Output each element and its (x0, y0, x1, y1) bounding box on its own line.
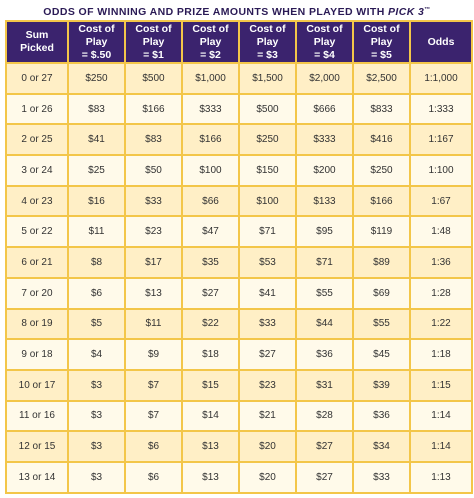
odds-cell: 1:14 (411, 432, 471, 463)
prize-cell: $71 (297, 248, 354, 279)
column-header (7, 22, 69, 64)
column-header-line: Cost of Play (78, 22, 115, 48)
table-row (7, 279, 471, 310)
column-header (297, 22, 354, 64)
prize-cell: $133 (297, 187, 354, 218)
prize-cell: $3 (69, 402, 126, 433)
column-header-line: Cost of Play (363, 22, 400, 48)
column-header (69, 22, 126, 64)
prize-cell: $33 (126, 187, 183, 218)
sum-picked-cell: 3 or 24 (7, 156, 69, 187)
table-row (7, 310, 471, 341)
title-game-name: PICK 3 (388, 6, 425, 18)
column-header-line: = $4 (314, 48, 335, 61)
column-header-line: Cost of Play (192, 22, 229, 48)
prize-cell: $250 (354, 156, 411, 187)
prize-cell: $500 (240, 95, 297, 126)
prize-cell: $33 (240, 310, 297, 341)
prize-cell: $500 (126, 64, 183, 95)
column-header-line: = $2 (200, 48, 221, 61)
odds-cell: 1:15 (411, 371, 471, 402)
column-header-line: Odds (427, 35, 455, 48)
column-header (126, 22, 183, 64)
prize-cell: $6 (126, 432, 183, 463)
prize-cell: $36 (354, 402, 411, 433)
sum-picked-cell: 10 or 17 (7, 371, 69, 402)
table-row (7, 340, 471, 371)
table-row (7, 64, 471, 95)
prize-cell: $66 (183, 187, 240, 218)
prize-cell: $35 (183, 248, 240, 279)
prize-cell: $23 (126, 217, 183, 248)
prize-cell: $250 (240, 125, 297, 156)
prize-cell: $47 (183, 217, 240, 248)
header-row (7, 22, 471, 64)
prize-cell: $100 (240, 187, 297, 218)
column-header (411, 22, 471, 64)
column-header (354, 22, 411, 64)
prize-cell: $11 (126, 310, 183, 341)
odds-cell: 1:18 (411, 340, 471, 371)
prize-cell: $416 (354, 125, 411, 156)
column-header-line: = $1 (143, 48, 164, 61)
prize-cell: $69 (354, 279, 411, 310)
prize-cell: $166 (126, 95, 183, 126)
prize-cell: $150 (240, 156, 297, 187)
sum-picked-cell: 2 or 25 (7, 125, 69, 156)
prize-cell: $1,500 (240, 64, 297, 95)
prize-cell: $3 (69, 463, 126, 492)
prize-cell: $119 (354, 217, 411, 248)
prize-cell: $13 (183, 432, 240, 463)
odds-cell: 1:22 (411, 310, 471, 341)
prize-cell: $5 (69, 310, 126, 341)
sum-picked-cell: 0 or 27 (7, 64, 69, 95)
prize-cell: $13 (183, 463, 240, 492)
table-row (7, 463, 471, 492)
odds-cell: 1:48 (411, 217, 471, 248)
title-prefix: ODDS OF WINNING AND PRIZE AMOUNTS WHEN PLAYED WITH (43, 6, 389, 18)
prize-cell: $2,500 (354, 64, 411, 95)
prize-cell: $25 (69, 156, 126, 187)
prize-cell: $13 (126, 279, 183, 310)
prize-cell: $833 (354, 95, 411, 126)
odds-cell: 1:333 (411, 95, 471, 126)
column-header-line: Sum Picked (20, 29, 54, 54)
prize-cell: $333 (297, 125, 354, 156)
prize-cell: $16 (69, 187, 126, 218)
prize-cell: $31 (297, 371, 354, 402)
prize-cell: $11 (69, 217, 126, 248)
odds-cell: 1:14 (411, 402, 471, 433)
prize-cell: $83 (126, 125, 183, 156)
table-row (7, 187, 471, 218)
sum-picked-cell: 5 or 22 (7, 217, 69, 248)
page-title (0, 0, 474, 20)
prize-cell: $8 (69, 248, 126, 279)
prize-cell: $55 (297, 279, 354, 310)
odds-cell: 1:67 (411, 187, 471, 218)
odds-cell: 1:167 (411, 125, 471, 156)
sum-picked-cell: 4 or 23 (7, 187, 69, 218)
column-header-line: Cost of Play (306, 22, 343, 48)
column-header-line: = $3 (257, 48, 278, 61)
prize-cell: $22 (183, 310, 240, 341)
prize-cell: $27 (183, 279, 240, 310)
column-header-line: = $5 (371, 48, 392, 61)
trademark-mark: ™ (424, 7, 431, 13)
table-row (7, 217, 471, 248)
column-header-line: Cost of Play (249, 22, 286, 48)
prize-cell: $41 (69, 125, 126, 156)
sum-picked-cell: 11 or 16 (7, 402, 69, 433)
prize-cell: $33 (354, 463, 411, 492)
prize-cell: $3 (69, 371, 126, 402)
sum-picked-cell: 7 or 20 (7, 279, 69, 310)
table-row (7, 156, 471, 187)
prize-cell: $20 (240, 432, 297, 463)
table-row (7, 248, 471, 279)
prize-cell: $1,000 (183, 64, 240, 95)
prize-cell: $15 (183, 371, 240, 402)
prize-cell: $55 (354, 310, 411, 341)
prize-cell: $27 (297, 432, 354, 463)
table-row (7, 125, 471, 156)
table-row (7, 371, 471, 402)
prize-cell: $333 (183, 95, 240, 126)
prize-cell: $89 (354, 248, 411, 279)
prize-cell: $18 (183, 340, 240, 371)
sum-picked-cell: 13 or 14 (7, 463, 69, 492)
prize-cell: $17 (126, 248, 183, 279)
prize-cell: $200 (297, 156, 354, 187)
sum-picked-cell: 1 or 26 (7, 95, 69, 126)
prize-cell: $3 (69, 432, 126, 463)
prize-cell: $41 (240, 279, 297, 310)
prize-cell: $6 (69, 279, 126, 310)
prize-cell: $50 (126, 156, 183, 187)
odds-prize-table (5, 20, 473, 494)
prize-cell: $44 (297, 310, 354, 341)
odds-cell: 1:100 (411, 156, 471, 187)
prize-cell: $250 (69, 64, 126, 95)
sum-picked-cell: 8 or 19 (7, 310, 69, 341)
prize-cell: $7 (126, 371, 183, 402)
prize-cell: $9 (126, 340, 183, 371)
sum-picked-cell: 6 or 21 (7, 248, 69, 279)
odds-cell: 1:13 (411, 463, 471, 492)
prize-cell: $36 (297, 340, 354, 371)
column-header-line: Cost of Play (135, 22, 172, 48)
prize-cell: $6 (126, 463, 183, 492)
prize-cell: $23 (240, 371, 297, 402)
prize-cell: $95 (297, 217, 354, 248)
prize-cell: $4 (69, 340, 126, 371)
prize-cell: $166 (183, 125, 240, 156)
table-header (7, 22, 471, 64)
prize-cell: $20 (240, 463, 297, 492)
table-row (7, 432, 471, 463)
table-row (7, 402, 471, 433)
prize-cell: $21 (240, 402, 297, 433)
prize-cell: $27 (297, 463, 354, 492)
prize-cell: $34 (354, 432, 411, 463)
odds-cell: 1:36 (411, 248, 471, 279)
column-header-line: = $.50 (81, 48, 112, 61)
sum-picked-cell: 9 or 18 (7, 340, 69, 371)
prize-cell: $2,000 (297, 64, 354, 95)
prize-cell: $45 (354, 340, 411, 371)
prize-cell: $83 (69, 95, 126, 126)
odds-cell: 1:1,000 (411, 64, 471, 95)
prize-cell: $39 (354, 371, 411, 402)
prize-cell: $7 (126, 402, 183, 433)
prize-cell: $666 (297, 95, 354, 126)
prize-cell: $100 (183, 156, 240, 187)
column-header (240, 22, 297, 64)
column-header (183, 22, 240, 64)
sum-picked-cell: 12 or 15 (7, 432, 69, 463)
odds-cell: 1:28 (411, 279, 471, 310)
prize-cell: $166 (354, 187, 411, 218)
prize-cell: $53 (240, 248, 297, 279)
prize-cell: $27 (240, 340, 297, 371)
prize-cell: $71 (240, 217, 297, 248)
table-body (7, 64, 471, 492)
prize-cell: $14 (183, 402, 240, 433)
table-row (7, 95, 471, 126)
prize-cell: $28 (297, 402, 354, 433)
